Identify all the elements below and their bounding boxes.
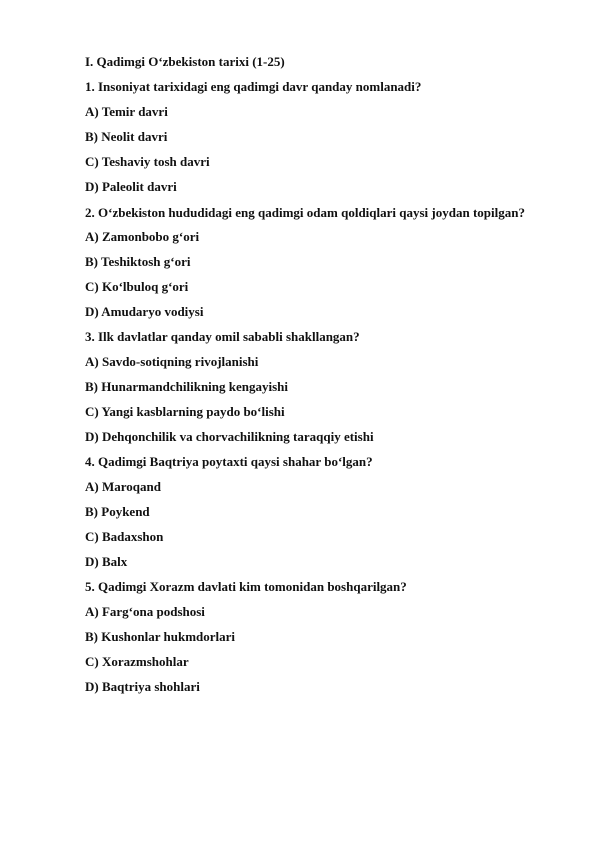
- answer-option: A) Temir davri: [85, 104, 168, 119]
- answer-option: C) Teshaviy tosh davri: [85, 154, 210, 169]
- question-text: 1. Insoniyat tarixidagi eng qadimgi davr qanday nomlanadi?: [85, 79, 422, 94]
- answer-option: D) Paleolit davri: [85, 179, 177, 194]
- answer-option: D) Dehqonchilik va chorvachilikning taraqqiy etishi: [85, 429, 374, 444]
- question-block-5: [85, 579, 525, 694]
- answer-option: B) Poykend: [85, 504, 150, 519]
- answer-option: C) Xorazmshohlar: [85, 654, 189, 669]
- question-block-4: [85, 454, 525, 569]
- question-text: 2. O‘zbekiston hududidagi eng qadimgi odam qoldiqlari qaysi joydan topilgan?: [85, 205, 525, 220]
- question-text: 4. Qadimgi Baqtriya poytaxti qaysi shahar bo‘lgan?: [85, 454, 373, 469]
- answer-option: B) Teshiktosh g‘ori: [85, 254, 191, 269]
- answer-option: A) Zamonbobo g‘ori: [85, 229, 200, 244]
- answer-option: A) Maroqand: [85, 479, 161, 494]
- question-text: 3. Ilk davlatlar qanday omil sababli shakllangan?: [85, 329, 360, 344]
- question-block-1: [85, 79, 525, 194]
- question-block-2: [85, 204, 525, 319]
- answer-option: A) Savdo-sotiqning rivojlanishi: [85, 354, 259, 369]
- document-page: [85, 54, 525, 704]
- answer-option: B) Kushonlar hukmdorlari: [85, 629, 236, 644]
- answer-option: B) Neolit davri: [85, 129, 168, 144]
- answer-option: A) Farg‘ona podshosi: [85, 604, 205, 619]
- section-heading: I. Qadimgi O‘zbekiston tarixi (1-25): [85, 54, 285, 69]
- answer-option: C) Badaxshon: [85, 529, 164, 544]
- question-text: 5. Qadimgi Xorazm davlati kim tomonidan boshqarilgan?: [85, 579, 407, 594]
- answer-option: D) Amudaryo vodiysi: [85, 304, 204, 319]
- answer-option: B) Hunarmandchilikning kengayishi: [85, 379, 289, 394]
- answer-option: D) Balx: [85, 554, 128, 569]
- answer-option: C) Ko‘lbuloq g‘ori: [85, 279, 189, 294]
- answer-option: D) Baqtriya shohlari: [85, 679, 200, 694]
- answer-option: C) Yangi kasblarning paydo bo‘lishi: [85, 404, 285, 419]
- question-block-3: [85, 329, 525, 444]
